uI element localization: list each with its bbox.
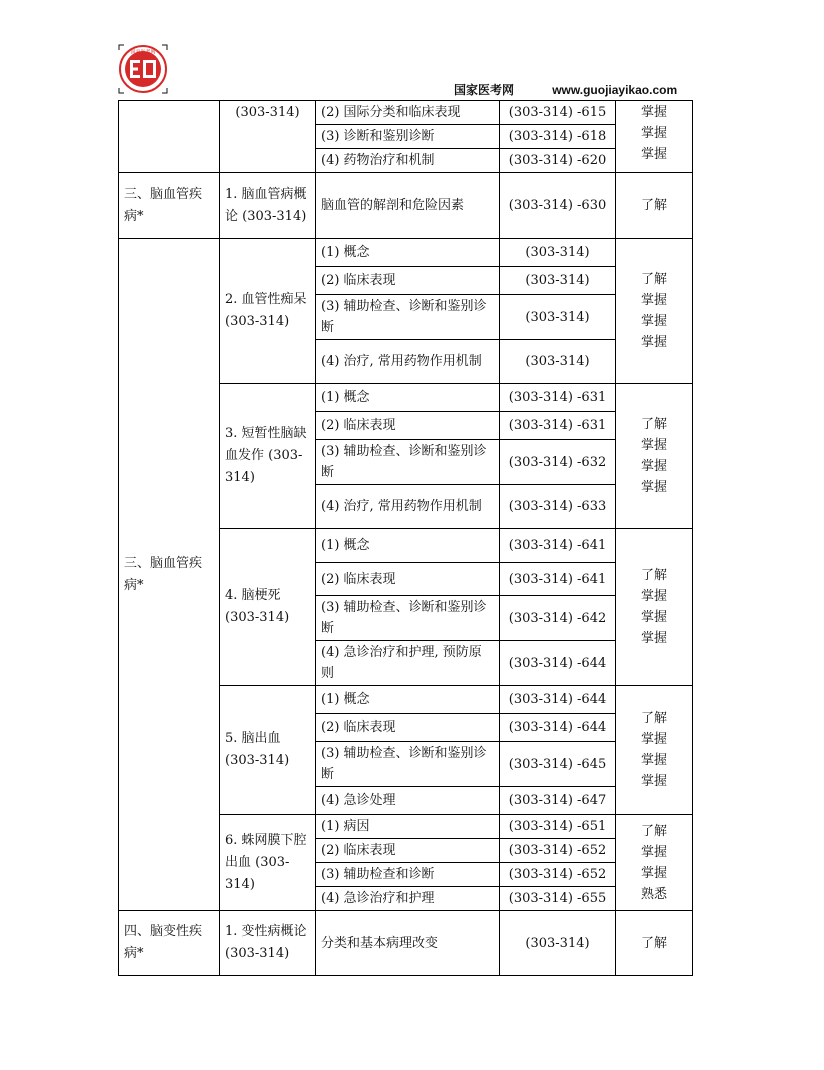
- site-name: 国家医考网: [454, 83, 515, 97]
- sub-cell: 1. 脑血管病概论 (303-314): [220, 173, 316, 239]
- item-cell: (2) 临床表现: [316, 839, 500, 863]
- req-value: 掌握: [640, 480, 667, 495]
- req-cell: [616, 686, 693, 815]
- item-cell: (4) 急诊处理: [316, 787, 500, 815]
- code-cell: (303-314) -645: [500, 742, 616, 787]
- item-cell: (3) 辅助检查和诊断: [316, 863, 500, 887]
- req-value: 掌握: [640, 335, 667, 350]
- item-cell: (4) 药物治疗和机制: [316, 149, 500, 173]
- code-cell: (303-314) -632: [500, 440, 616, 485]
- unit-cell: [119, 101, 220, 173]
- req-value: 掌握: [640, 732, 667, 747]
- sub-cell: 4. 脑梗死 (303-314): [220, 529, 316, 686]
- req-value: 掌握: [640, 105, 667, 120]
- code-cell: (303-314): [500, 340, 616, 384]
- code-cell: (303-314): [500, 295, 616, 340]
- req-value: 了解: [640, 272, 667, 287]
- req-value: 掌握: [640, 753, 667, 768]
- code-cell: (303-314) -630: [500, 173, 616, 239]
- sub-cell: 6. 蛛网膜下腔出血 (303-314): [220, 815, 316, 911]
- sub-cell: (303-314): [220, 101, 316, 173]
- item-cell: (4) 急诊治疗和护理, 预防原则: [316, 641, 500, 686]
- unit-cell: 四、脑变性疾病*: [119, 911, 220, 976]
- req-cell: [616, 384, 693, 529]
- code-cell: (303-314) -652: [500, 863, 616, 887]
- code-cell: (303-314) -631: [500, 384, 616, 412]
- req-value: 掌握: [640, 844, 667, 860]
- sub-cell: 5. 脑出血 (303-314): [220, 686, 316, 815]
- item-cell: (3) 辅助检查、诊断和鉴别诊断: [316, 742, 500, 787]
- req-value: 了解: [640, 823, 667, 839]
- req-value: 掌握: [640, 293, 667, 308]
- item-cell: (1) 概念: [316, 239, 500, 267]
- code-cell: (303-314) -641: [500, 529, 616, 563]
- req-value: 掌握: [640, 314, 667, 329]
- item-cell: (1) 概念: [316, 686, 500, 714]
- code-cell: (303-314) -631: [500, 412, 616, 440]
- req-value: 掌握: [640, 589, 667, 604]
- table-row: [119, 173, 693, 239]
- item-cell: (4) 治疗, 常用药物作用机制: [316, 340, 500, 384]
- item-cell: (4) 治疗, 常用药物作用机制: [316, 485, 500, 529]
- req-cell: 了解: [616, 173, 693, 239]
- item-cell: (2) 临床表现: [316, 412, 500, 440]
- item-cell: (3) 辅助检查、诊断和鉴别诊断: [316, 295, 500, 340]
- req-value: 掌握: [640, 147, 667, 162]
- code-cell: (303-314) -644: [500, 686, 616, 714]
- item-cell: (3) 诊断和鉴别诊断: [316, 125, 500, 149]
- req-value: 掌握: [640, 774, 667, 789]
- req-value: 掌握: [640, 631, 667, 646]
- req-value: 了解: [640, 568, 667, 583]
- code-cell: (303-314) -647: [500, 787, 616, 815]
- site-logo: [118, 44, 168, 94]
- req-cell: [616, 239, 693, 384]
- logo-text: 国家医考网: [130, 49, 156, 56]
- req-value: 熟悉: [640, 886, 667, 902]
- table-row: [119, 239, 693, 267]
- code-cell: (303-314) -644: [500, 641, 616, 686]
- req-cell: 了解: [616, 911, 693, 976]
- code-cell: (303-314) -655: [500, 887, 616, 911]
- item-cell: (4) 急诊治疗和护理: [316, 887, 500, 911]
- code-cell: (303-314) -652: [500, 839, 616, 863]
- req-value: 掌握: [640, 459, 667, 474]
- req-cell: [616, 815, 693, 911]
- code-cell: (303-314) -641: [500, 563, 616, 596]
- req-cell: [616, 529, 693, 686]
- item-cell: (2) 临床表现: [316, 714, 500, 742]
- code-cell: (303-314) -644: [500, 714, 616, 742]
- site-url[interactable]: www.guojiayikao.com: [552, 83, 678, 97]
- req-value: 掌握: [640, 610, 667, 625]
- req-value: 掌握: [640, 865, 667, 881]
- item-cell: (2) 国际分类和临床表现: [316, 101, 500, 125]
- sub-cell: 1. 变性病概论 (303-314): [220, 911, 316, 976]
- item-cell: 分类和基本病理改变: [316, 911, 500, 976]
- syllabus-table: [118, 100, 693, 976]
- item-cell: (1) 病因: [316, 815, 500, 839]
- unit-cell: 三、脑血管疾病*: [119, 239, 220, 911]
- code-cell: (303-314) -615: [500, 101, 616, 125]
- item-cell: (2) 临床表现: [316, 563, 500, 596]
- sub-cell: 2. 血管性痴呆 (303-314): [220, 239, 316, 384]
- code-cell: (303-314): [500, 267, 616, 295]
- sub-cell: 3. 短暂性脑缺血发作 (303-314): [220, 384, 316, 529]
- req-value: 掌握: [640, 438, 667, 453]
- table-row: [119, 101, 693, 125]
- item-cell: (2) 临床表现: [316, 267, 500, 295]
- item-cell: 脑血管的解剖和危险因素: [316, 173, 500, 239]
- code-cell: (303-314): [500, 239, 616, 267]
- req-cell: [616, 101, 693, 173]
- item-cell: (1) 概念: [316, 529, 500, 563]
- page-header: [454, 81, 677, 98]
- code-cell: (303-314) -620: [500, 149, 616, 173]
- code-cell: (303-314) -651: [500, 815, 616, 839]
- item-cell: (3) 辅助检查、诊断和鉴别诊断: [316, 440, 500, 485]
- code-cell: (303-314) -642: [500, 596, 616, 641]
- req-value: 掌握: [640, 126, 667, 141]
- item-cell: (3) 辅助检查、诊断和鉴别诊断: [316, 596, 500, 641]
- code-cell: (303-314) -633: [500, 485, 616, 529]
- unit-cell: 三、脑血管疾病*: [119, 173, 220, 239]
- code-cell: (303-314): [500, 911, 616, 976]
- table-row: [119, 911, 693, 976]
- req-value: 了解: [640, 711, 667, 726]
- req-value: 了解: [640, 417, 667, 432]
- code-cell: (303-314) -618: [500, 125, 616, 149]
- item-cell: (1) 概念: [316, 384, 500, 412]
